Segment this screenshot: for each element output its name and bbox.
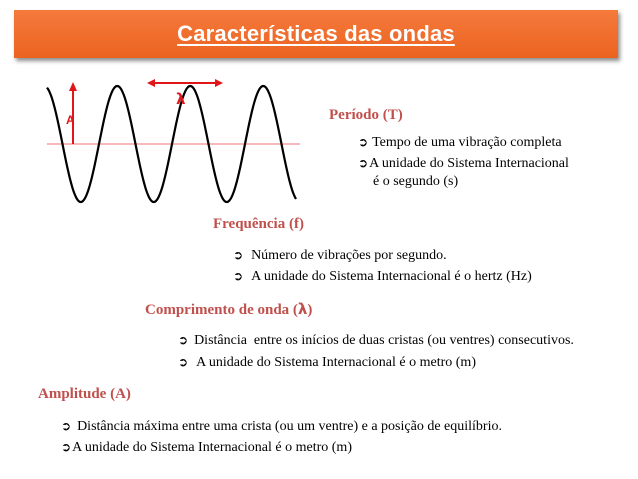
wavelength-arrowhead-right bbox=[215, 79, 223, 87]
periodo-bullet-2: ➲A unidade do Sistema Internacional bbox=[358, 156, 569, 171]
periodo-heading: Período (T) bbox=[329, 107, 403, 123]
right-arrow-icon: ➲ bbox=[358, 156, 369, 170]
frequencia-bullet-1: ➲ Número de vibrações por segundo. bbox=[233, 248, 447, 263]
amplitude-bullet-2: ➲A unidade do Sistema Internacional é o metro (m) bbox=[61, 440, 352, 455]
right-arrow-icon: ➲ bbox=[178, 333, 189, 347]
amplitude-heading: Amplitude (A) bbox=[38, 386, 131, 402]
right-arrow-icon: ➲ bbox=[61, 440, 72, 454]
comprimento-bullet-1: ➲ Distância entre os inícios de duas cristas (ou ventres) consecutivos. bbox=[178, 333, 574, 348]
right-arrow-icon: ➲ bbox=[178, 355, 189, 369]
periodo-bullet-2-cont: é o segundo (s) bbox=[373, 174, 459, 189]
frequencia-heading: Frequência (f) bbox=[213, 216, 304, 232]
amplitude-arrowhead bbox=[69, 82, 77, 91]
amplitude-label: A bbox=[66, 113, 75, 127]
amplitude-bullet-1: ➲ Distância máxima entre uma crista (ou um ventre) e a posição de equilíbrio. bbox=[61, 419, 502, 434]
right-arrow-icon: ➲ bbox=[233, 248, 244, 262]
lambda-label: λ bbox=[176, 90, 186, 108]
right-arrow-icon: ➲ bbox=[61, 419, 72, 433]
right-arrow-icon: ➲ bbox=[358, 135, 369, 149]
frequencia-bullet-2: ➲ A unidade do Sistema Internacional é o hertz (Hz) bbox=[233, 269, 532, 284]
page-title: Características das ondas bbox=[177, 21, 455, 46]
right-arrow-icon: ➲ bbox=[233, 269, 244, 283]
periodo-bullet-1: ➲ Tempo de uma vibração completa bbox=[358, 135, 562, 150]
wavelength-arrowhead-left bbox=[147, 79, 155, 87]
comprimento-bullet-2: ➲ A unidade do Sistema Internacional é o metro (m) bbox=[178, 355, 476, 370]
comprimento-heading: Comprimento de onda (λ) bbox=[145, 300, 313, 318]
